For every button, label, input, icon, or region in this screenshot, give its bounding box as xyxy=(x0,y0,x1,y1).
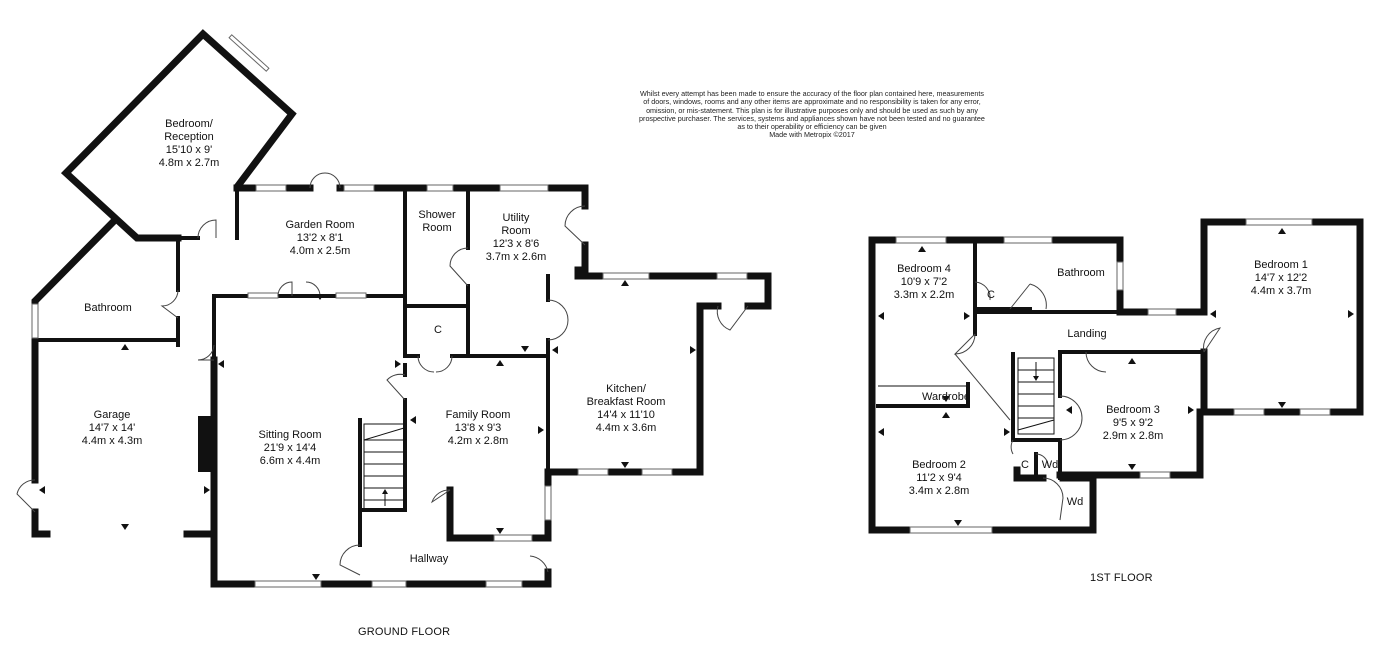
room-size-imperial: 14'4 x 11'10 xyxy=(597,409,655,421)
room-label-wd-2 xyxy=(1067,496,1084,509)
room-name: Utility xyxy=(502,212,530,224)
room-name: C xyxy=(1021,459,1029,471)
room-name: C xyxy=(434,324,442,336)
room-label-first-bathroom xyxy=(1057,267,1105,280)
room-name: Bedroom/ xyxy=(165,118,213,130)
room-label-first-cupboard-top xyxy=(987,289,995,302)
room-name: Bedroom 2 xyxy=(912,459,966,471)
disclaimer-line: as to their operability or efficiency can be given xyxy=(737,122,887,132)
room-size-metric: 4.4m x 4.3m xyxy=(81,435,143,447)
room-size-metric: 4.0m x 2.5m xyxy=(289,245,351,257)
room-name: Bedroom 1 xyxy=(1254,259,1308,271)
room-name: Bathroom xyxy=(1057,267,1105,279)
disclaimer-line: Whilst every attempt has been made to ensure the accuracy of the floor plan contained here, measurements xyxy=(640,89,984,98)
ground-doors xyxy=(17,173,748,575)
first-floor-title: 1ST FLOOR xyxy=(1090,572,1153,584)
ground-staircase xyxy=(364,424,404,510)
ground-floor-title: GROUND FLOOR xyxy=(358,626,451,638)
room-name: Bathroom xyxy=(84,302,132,314)
room-name: C xyxy=(987,289,995,301)
room-size-metric: 3.7m x 2.6m xyxy=(485,251,547,263)
room-label-utility-room xyxy=(486,212,547,264)
room-label-garden-room xyxy=(285,219,354,258)
room-label-garage xyxy=(82,409,143,448)
room-label-wardrobe xyxy=(922,391,970,404)
room-size-metric: 4.2m x 2.8m xyxy=(447,435,509,447)
room-label-bedroom-2 xyxy=(909,459,970,498)
room-size-metric: 4.4m x 3.7m xyxy=(1250,285,1312,297)
room-name: Wardrobe xyxy=(922,391,970,403)
room-label-landing xyxy=(1067,328,1106,341)
room-size-imperial: 21'9 x 14'4 xyxy=(263,442,317,454)
room-size-imperial: 11'2 x 9'4 xyxy=(916,472,962,484)
room-size-metric: 4.4m x 3.6m xyxy=(595,422,657,434)
room-name: Garage xyxy=(93,409,131,421)
room-name: Room xyxy=(422,222,452,234)
room-label-bedroom-reception xyxy=(159,118,220,170)
room-label-family-room xyxy=(446,409,511,448)
room-label-bedroom-3 xyxy=(1103,404,1164,443)
room-label-ground-cupboard xyxy=(434,324,442,337)
room-name: Shower xyxy=(418,209,456,221)
room-label-wd-1 xyxy=(1042,459,1059,472)
room-label-ground-bathroom xyxy=(84,302,132,315)
room-name: Hallway xyxy=(409,553,449,565)
room-size-imperial: 9'5 x 9'2 xyxy=(1112,417,1154,429)
room-name: Wd xyxy=(1041,459,1059,471)
room-size-imperial: 13'8 x 9'3 xyxy=(454,422,502,434)
room-size-imperial: 15'10 x 9' xyxy=(165,144,213,156)
room-size-metric: 4.8m x 2.7m xyxy=(158,157,220,169)
room-size-imperial: 14'7 x 14' xyxy=(88,422,136,434)
disclaimer-line: omission, or mis-statement. This plan is for illustrative purposes only and should be used as such by any xyxy=(646,105,978,115)
room-label-bedroom-1 xyxy=(1251,259,1312,298)
disclaimer-text xyxy=(602,90,1022,140)
room-name: Landing xyxy=(1067,328,1107,340)
room-size-metric: 2.9m x 2.8m xyxy=(1102,430,1164,442)
room-name: Wd xyxy=(1066,496,1084,508)
room-name: Kitchen/ xyxy=(606,383,646,395)
room-label-kitchen xyxy=(587,383,666,435)
room-size-imperial: 13'2 x 8'1 xyxy=(296,232,344,244)
room-name: Room xyxy=(501,225,531,237)
room-label-sitting-room xyxy=(259,429,322,468)
room-name: Breakfast Room xyxy=(586,396,666,408)
room-label-bedroom-4 xyxy=(894,263,955,302)
room-label-hallway xyxy=(410,553,449,566)
room-size-metric: 6.6m x 4.4m xyxy=(259,455,321,467)
disclaimer-line: of doors, windows, rooms and any other items are approximate and no responsibility is taken for any error, xyxy=(643,97,981,107)
room-name: Reception xyxy=(164,131,214,143)
room-size-imperial: 10'9 x 7'2 xyxy=(900,276,948,288)
room-name: Family Room xyxy=(445,409,511,421)
room-label-first-cupboard-bottom xyxy=(1021,459,1029,472)
room-name: Sitting Room xyxy=(258,429,322,441)
disclaimer-line: prospective purchaser. The services, systems and appliances shown have not been tested and no guarantee xyxy=(639,113,985,123)
room-label-shower-room xyxy=(418,209,455,235)
room-size-metric: 3.3m x 2.2m xyxy=(893,289,955,301)
disclaimer-line: Made with Metropix ©2017 xyxy=(769,130,855,140)
room-size-imperial: 14'7 x 12'2 xyxy=(1254,272,1308,284)
room-name: Garden Room xyxy=(285,219,355,231)
room-name: Bedroom 4 xyxy=(897,263,951,275)
room-name: Bedroom 3 xyxy=(1106,404,1160,416)
room-size-imperial: 12'3 x 8'6 xyxy=(492,238,540,250)
first-floor-doors xyxy=(955,282,1220,520)
room-size-metric: 3.4m x 2.8m xyxy=(908,485,970,497)
